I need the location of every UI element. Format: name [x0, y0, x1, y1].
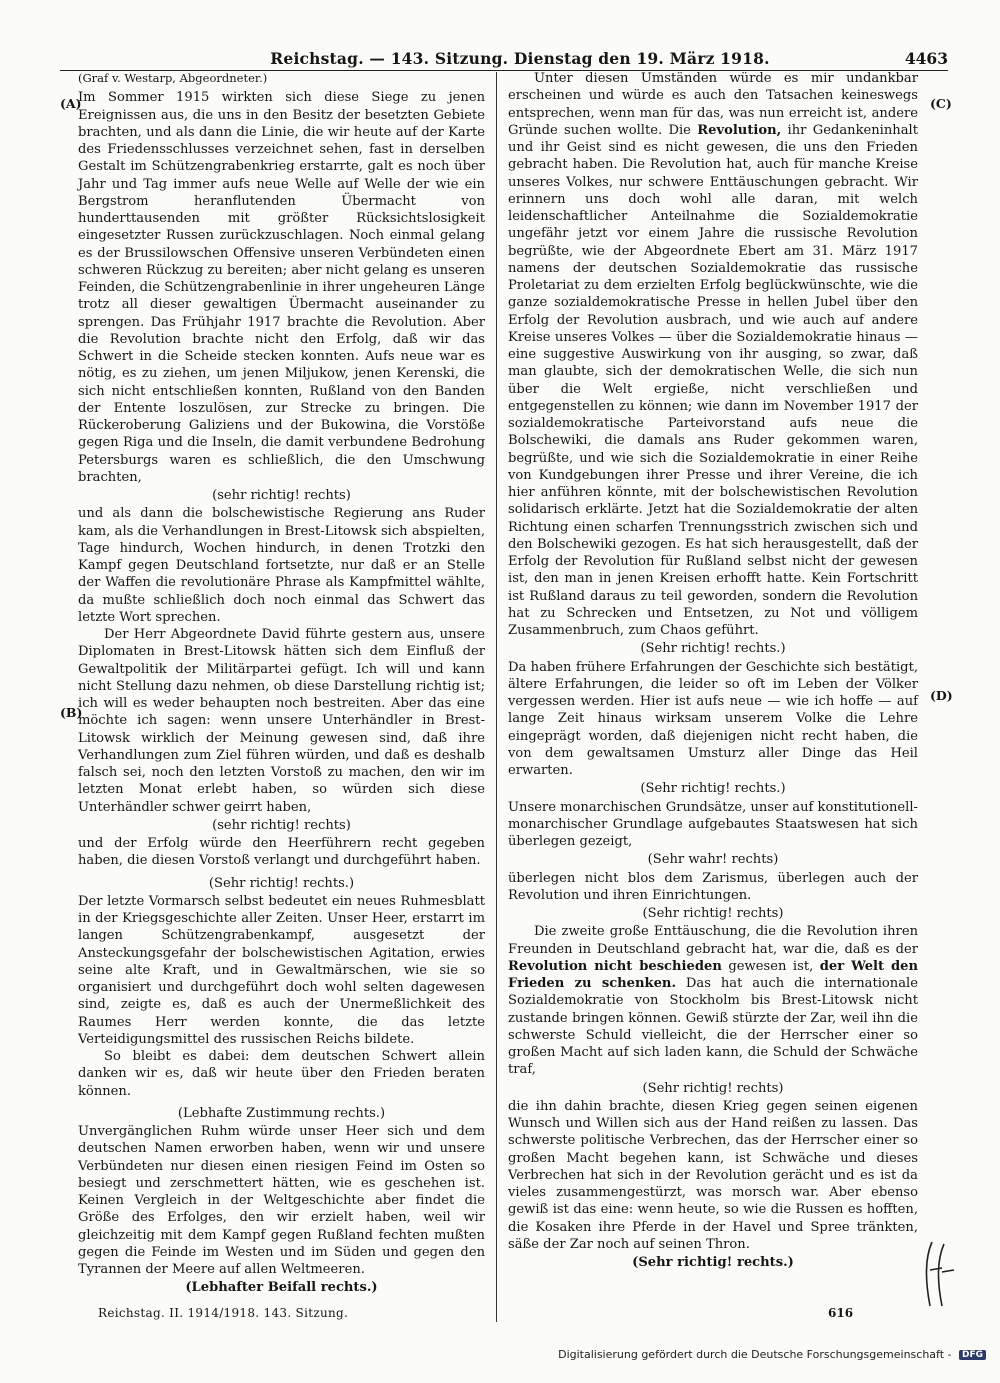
interjection: (Sehr richtig! rechts.): [640, 641, 786, 657]
right-paragraph-2: Da haben frühere Erfahrungen der Geschichte sich bestätigt, ältere Erfahrungen, die leider so oft im Leben der Völker vergessen werden. Hier ist aufs neue — wie ich hoffe — auf lange Zeit hinaus wirksam unserem Volke die Lehre eingeprägt worden, daß diejenigen nicht recht haben, die von dem gewaltsamen Umsturz aller Dinge das Heil erwarten.: [508, 659, 918, 778]
margin-marker-a: (A): [60, 96, 82, 111]
right-paragraph-6: die ihn dahin brachte, diesen Krieg gegen seinen eigenen Wunsch und Willen sich aus der Hand reißen zu lassen. Das schwerste politische Verbrechen, das der Herrscher einer so großen Macht begehen kann, ist Schwäche und dieses Verbrechen hat sich in der Revolution gerächt und es ist da vieles zusammengestürzt, was morsch war. Aber ebenso gewiß ist das eine: wenn heute, so wie die Russen es hofften, die Kosaken ihre Pferde in der Havel und Spree tränkten, säße der Zar noch auf seinen Thron.: [508, 1098, 918, 1252]
interjection: (Lebhafte Zustimmung rechts.): [177, 1105, 386, 1121]
bold-run: Revolution nicht beschieden: [508, 958, 722, 974]
margin-marker-c: (C): [930, 96, 952, 111]
interjection: (Sehr richtig! rechts): [642, 1080, 784, 1096]
text-run: gewesen ist,: [721, 958, 820, 974]
bold-run: der Welt den Frieden zu schenken.: [508, 958, 919, 991]
speaker-attribution: (Graf v. Westarp, Abgeordneter.): [78, 71, 268, 85]
footer-imprint: Reichstag. II. 1914/1918. 143. Sitzung.: [98, 1306, 349, 1320]
left-paragraph-7: Unvergänglichen Ruhm würde unser Heer sich und dem deutschen Namen erworben haben, wenn wir und unsere Verbündeten nur diesen einen riesigen Feind im Osten so besiegt und zerschmettert hätten, wie es geschehen ist. Keinen Vergleich in der Weltgeschichte aber findet die Größe des Erfolges, den wir erzielt haben, weil wir gleichzeitig mit dem Kampf gegen Rußland fechten mußten gegen die Feinde im Westen und im Süden und gegen den Tyrannen der Meere auf allen Weltmeeren.: [78, 1124, 485, 1277]
right-paragraph-3: Unsere monarchischen Grundsätze, unser auf konstitutionell-monarchischer Grundlage aufgebautes Staatswesen hat sich überlegen gezeigt,: [508, 799, 918, 849]
interjection: (Sehr richtig! rechts.): [640, 781, 786, 797]
digitization-text: Digitalisierung gefördert durch die Deutsche Forschungsgemeinschaft -: [558, 1348, 952, 1361]
left-paragraph-2: und als dann die bolschewistische Regierung ans Ruder kam, als die Verhandlungen in Brest-Litowsk sich abspielten, Tage hindurch, Wochen hindurch, in denen Trotzki den Kampf gegen Deutschland fortsetzte, nur daß er an Stelle der Waffen die revolutionäre Phrase als Kampfmittel wählte, da mußte schließlich doch noch einmal das Schwert das letzte Wort sprechen.: [78, 506, 485, 625]
running-header: [60, 48, 948, 71]
digitization-note: [558, 1348, 986, 1361]
interjection: (sehr richtig! rechts): [212, 488, 351, 503]
running-title: Reichstag. — 143. Sitzung. Dienstag den 19. März 1918.: [270, 49, 770, 68]
text-run: Unter diesen Umständen würde es mir undankbar erscheinen und würde es auch den Tatsachen keineswegs entsprechen, wenn man für das, was nun erreicht ist, andere Gründe suchen wollte. Die: [508, 71, 918, 138]
right-column: [508, 70, 918, 1272]
sheet-number: 616: [828, 1306, 854, 1320]
text-run: ihr Gedankeninhalt und ihr Geist sind es nicht gewesen, die uns den Frieden gebracht haben. Die Revolution hat, auch für manche Kreise unseres Volkes, nur schwere Enttäuschungen gebracht. Wir erinnern uns doch wohl alle daran, mit welch leidenschaftlicher Anteilnahme die Sozialdemokratie ungefähr jetzt vor einem Jahre die russische Revolution begrüßte, wie der Abgeordnete Ebert am 31. März 1917 namens der deutschen Sozialdemokratie das russische Proletariat zu dem erzielten Erfolg beglückwünschte, wie die ganze sozialdemokratische Presse in hellen Jubel über den Erfolg der Revolution ausbrach, und wie auch auf andere Kreise unseres Volkes — über die Sozialdemokratie hinaus — eine suggestive Auswirkung von ihr ausging, so zwar, daß man glaubte, sich der demokratischen Welle, die sich nun über die Welt ergieße, nicht verschließen und entgegenstellen zu können; wie dann im November 1917 der sozialdemokratische Parteivorstand aufs neue die Bolschewiki, die damals ans Ruder gekommen waren, begrüßte, und wie sich die Sozialdemokratie in einer Reihe von Kundgebungen ihrer Presse und ihrer Vereine, die ich hier anführen könnte, mit der bolschewistischen Revolution solidarisch erklärte. Jetzt hat die Sozialdemokratie der alten Richtung einen scharfen Trennungsstrich zwischen sich und den Bolschewiki gezogen. Es hat sich herausgestellt, daß der Erfolg der Revolution für Rußland selbst nicht der gewesen ist, den man in jenen Kreisen erhofft hatte. Kein Fortschritt ist Rußland daraus zu teil geworden, sondern die Revolution hat zu Schrecken und Entsetzen, zu Not und völligem Zusammenbruch, zum Chaos geführt.: [508, 122, 918, 638]
left-paragraph-1: Im Sommer 1915 wirkten sich diese Siege zu jenen Ereignissen aus, die uns in den Besitz der besetzten Gebiete brachten, und als dann die Linie, die wir heute auf der Karte des Friedensschlusses verzeichnet sehen, fast in derselben Gestalt im Schützengrabenkrieg erstarrte, galt es noch über Jahr und Tag immer aufs neue Welle auf Welle der wie ein Bergstrom heranflutenden Übermacht von hunderttausenden mit größter Rücksichtslosigkeit eingesetzter Russen zurückzuschlagen. Noch einmal gelang es der Brussilowschen Offensive unseren Verbündeten einen schweren Rückzug zu bereiten; aber nicht gelang es unseren Feinden, die Schützengrabenlinie in ihrer ungeheuren Länge trotz all dieser gewaltigen Übermacht auseinander zu sprengen. Das Frühjahr 1917 brachte die Revolution. Aber die Revolution brachte nicht den Erfolg, daß wir das Schwert in die Scheide stecken konnten. Aufs neue war es nötig, es zu ziehen, um jenen Miljukow, jenen Kerenski, die sich nicht entschließen konnten, Rußland von den Banden der Entente loszulösen, zur Strecke zu bringen. Die Rückeroberung Galiziens und der Bukowina, die Vorstöße gegen Riga und die Inseln, die damit verbundene Bedrohung Petersburgs waren es schließlich, die den Umschwung brachten,: [78, 90, 485, 485]
interjection: (Lebhafter Beifall rechts.): [185, 1280, 378, 1296]
handwritten-mark: [920, 1240, 960, 1314]
bold-run: Revolution,: [697, 122, 782, 138]
interjection: (Sehr richtig! rechts): [642, 906, 784, 921]
interjection: (Sehr richtig! rechts.): [632, 1255, 794, 1270]
left-paragraph-5: Der letzte Vormarsch selbst bedeutet ein neues Ruhmesblatt in der Kriegsgeschichte aller Zeiten. Unser Heer, erstarrt im langen Schützengrabenkampf, ausgesetzt der Ansteckungsgefahr der bolschewistischen Agitation, erwies seine alte Kraft, und in Gewaltmärschen, wie sie so organisiert und durchgeführt doch wohl selten dagewesen sind, zeigte es, daß es auch der Unermeßlichkeit des Raumes Herr werden konnte, die das letzte Verteidigungsmittel des russischen Reichs bildete.: [78, 893, 485, 1047]
left-paragraph-6: So bleibt es dabei: dem deutschen Schwert allein danken wir es, daß wir heute über den Frieden beraten können.: [78, 1049, 485, 1099]
right-paragraph-1: [508, 70, 918, 639]
left-column: [78, 70, 485, 1298]
right-paragraph-5: [508, 923, 918, 1078]
left-paragraph-3: Der Herr Abgeordnete David führte gestern aus, unsere Diplomaten in Brest-Litowsk hätten sich dem Einfluß der Gewaltpolitik der Militärpartei gefügt. Ich will und kann nicht Stellung dazu nehmen, ob diese Darstellung richtig ist; ich will es weder behaupten noch bestreiten. Aber das eine möchte ich sagen: wenn unsere Unterhändler in Brest-Litowsk wirklich der Meinung gewesen sind, daß ihre Verhandlungen zum Ziel führen würden, und daß es deshalb falsch sei, noch den letzten Vorstoß zu machen, den wir im letzten Monat erlebt haben, so würden sich diese Unterhändler schwer geirrt haben,: [78, 627, 485, 815]
margin-marker-b: (B): [60, 705, 83, 720]
signature-icon: [920, 1240, 960, 1310]
right-paragraph-4: überlegen nicht blos dem Zarismus, überlegen auch der Revolution und ihren Einrichtungen.: [508, 870, 918, 903]
interjection: (Sehr richtig! rechts.): [208, 875, 355, 891]
column-divider: [496, 72, 497, 1322]
interjection: (Sehr wahr! rechts): [647, 852, 779, 868]
text-run: Die zweite große Enttäuschung, die die Revolution ihren Freunden in Deutschland gebracht hat, war die, daß es der: [508, 924, 918, 957]
left-paragraph-4: und der Erfolg würde den Heerführern recht gegeben haben, die diesen Vorstoß verlangt und durchgeführt haben.: [78, 836, 485, 869]
margin-marker-d: (D): [930, 688, 953, 703]
page-number: 4463: [904, 49, 948, 68]
dfg-logo-icon: DFG: [959, 1350, 986, 1360]
interjection: (sehr richtig! rechts): [212, 817, 351, 833]
text-run: Das hat auch die internationale Sozialdemokratie von Stockholm bis Brest-Litowsk nicht zustande bringen können. Gewiß stürzte der Zar, weil ihn die schwerste Schuld vielleicht, die der Herrscher einer so großen Macht auf sich laden kann, die Schuld der Schwäche traf,: [508, 976, 918, 1078]
